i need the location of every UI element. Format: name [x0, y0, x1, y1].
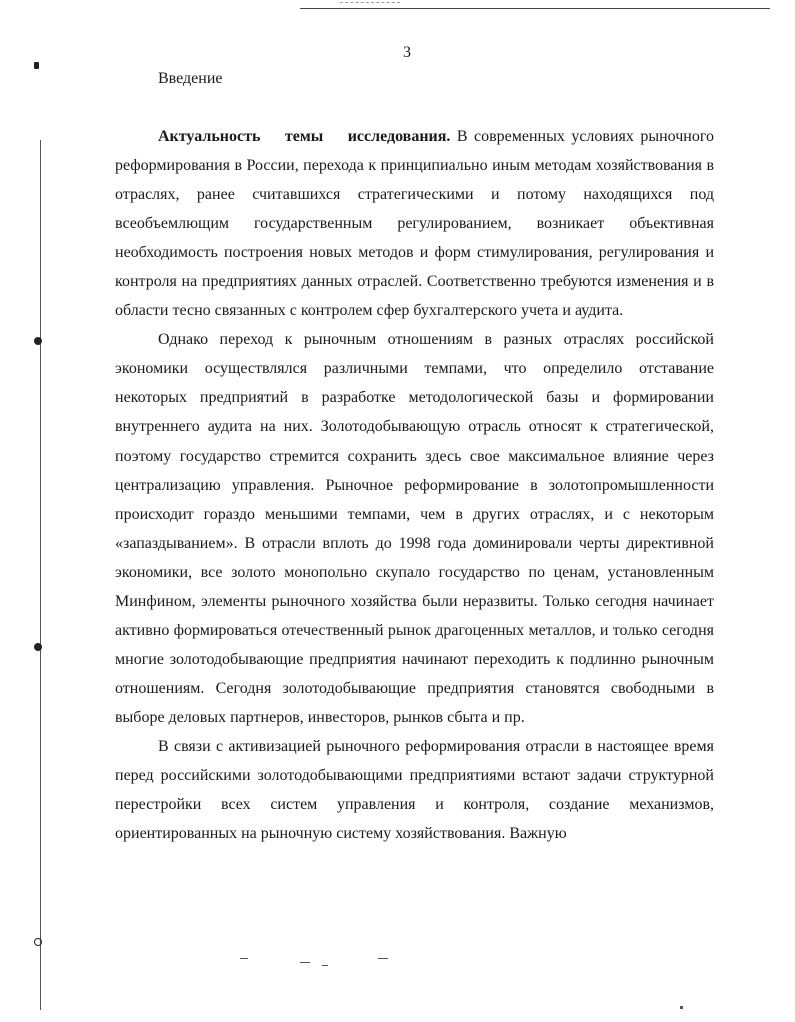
scan-artifact-hole-mark [34, 643, 42, 651]
page-number: 3 [403, 44, 411, 61]
scan-artifact-dash [340, 2, 400, 3]
scan-artifact-speck [378, 958, 388, 959]
scan-artifact-speck [322, 965, 328, 966]
scan-artifact-hole-mark [34, 938, 42, 946]
scan-artifact-top-line [300, 8, 770, 9]
paragraph-2: Однако переход к рыночным отношениям в разных отраслях российской экономики осуществлялся различными темпами, что определило отставание некоторых предприятий в разработке методологической базы и формировании внутреннего аудита на них. Золотодобывающую отрасль относят к стратегической, поэтому государство стремится сохранить здесь свое максимальное влияние через централизацию управления. Рыночное реформирование в золотопромышленности происходит гораздо меньшими темпами, чем в других отраслях, и с некоторым «запаздыванием». В отрасли вплоть до 1998 года доминировали черты директивной экономики, все золото монопольно скупало государство по ценам, установленным Минфином, элементы рыночного хозяйства были неразвиты. Только сегодня начинает активно формироваться отечественный рынок драгоценных металлов, и только сегодня многие золотодобывающие предприятия начинают переходить к подлинно рыночным отношениям. Сегодня золотодобывающие предприятия становятся свободными в выборе деловых партнеров, инвесторов, рынков сбыта и пр. [115, 331, 714, 726]
paragraph-1 [115, 122, 714, 325]
scan-artifact-mark [34, 62, 39, 69]
paragraph-3: В связи с активизацией рыночного реформирования отрасли в настоящее время перед российскими золотодобывающими предприятиями встают задачи структурной перестройки всех систем управления и контроля, создание механизмов, ориентированных на рыночную систему хозяйствования. Важную [115, 737, 714, 843]
scan-artifact-speck [240, 958, 248, 959]
scan-artifact-speck [300, 962, 310, 963]
scan-artifact-hole-mark [34, 337, 42, 345]
section-title: Введение [158, 70, 223, 87]
paragraph-text: В современных условиях рыночного реформирования в России, перехода к принципиально иным методам хозяйствования в отраслях, ранее считавшихся стратегическими и потому находящихся под всеобъемлющим государственным регулированием, возникает объективная необходимость построения новых методов и форм стимулирования, регулирования и контроля на предприятиях данных отраслей. Соответственно требуются изменения и в области тесно связанных с контролем сфер бухгалтерского учета и аудита. [115, 128, 715, 320]
scan-artifact-speck [680, 1006, 683, 1009]
body-text [115, 122, 714, 848]
scan-artifact-left-edge [40, 140, 41, 1010]
paragraph-lead: Актуальность темы исследования. [158, 128, 451, 145]
